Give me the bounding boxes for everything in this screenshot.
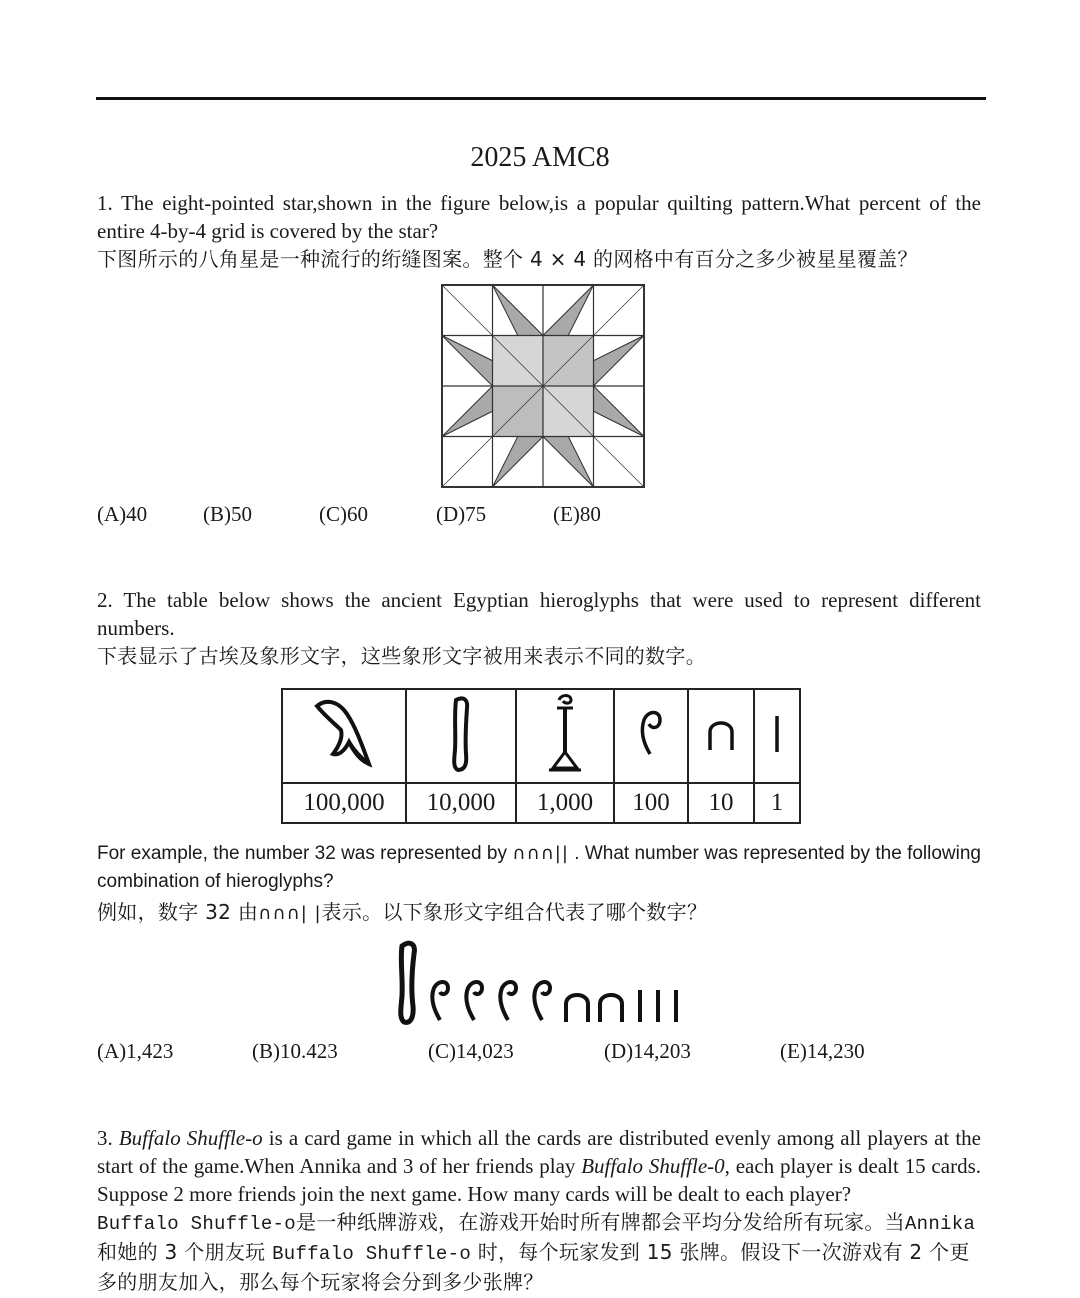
coil-glyph-cell	[614, 689, 688, 783]
finger-glyph-cell	[406, 689, 516, 783]
q3-game-name-2: Buffalo Shuffle-0	[581, 1154, 725, 1178]
heel-glyph-cell	[688, 689, 754, 783]
lotus-bird-glyph-cell	[282, 689, 406, 783]
q1-choice-a[interactable]: (A)40	[97, 502, 148, 526]
q1-choice-b[interactable]: (B)50	[203, 502, 252, 526]
stroke-icon	[772, 714, 782, 754]
q3-zh-part2: 和她的 3 个朋友玩	[97, 1240, 273, 1264]
q2-example-zh-part2: 表示。以下象形文字组合代表了哪个数字？	[321, 900, 708, 924]
q3-zh-annika: Annika	[904, 1213, 976, 1235]
value-1000: 1,000	[516, 783, 614, 823]
q1-text-zh: 下图所示的八角星是一种流行的绗缝图案。整个 4 × 4 的网格中有百分之多少被星星覆盖？	[97, 247, 918, 271]
q3-text-zh	[97, 1208, 981, 1296]
coil-rope-icon	[534, 982, 550, 1020]
q3-zh-part1: 是一种纸牌游戏，在游戏开始时所有牌都会平均分发给所有玩家。当	[295, 1210, 905, 1234]
heel-bone-icon	[600, 995, 622, 1022]
q2-choice-c[interactable]: (C)14,023	[428, 1039, 514, 1063]
hieroglyph-table	[281, 688, 801, 824]
q1-choice-e[interactable]: (E)80	[553, 502, 601, 526]
q2-choice-b[interactable]: (B)10.423	[252, 1039, 338, 1063]
q1-choice-d[interactable]: (D)75	[436, 502, 487, 526]
value-100000: 100,000	[282, 783, 406, 823]
q3-text-part1: 3.	[97, 1126, 119, 1150]
q2-choice-a[interactable]: (A)1,423	[97, 1039, 174, 1063]
tadpole-bird-icon	[309, 694, 379, 774]
q2-example-glyphs: ∩∩∩||	[512, 843, 569, 864]
coil-rope-icon	[500, 982, 516, 1020]
hieroglyph-combination	[396, 938, 688, 1026]
q2-example-en	[97, 840, 981, 896]
q2-example-zh-part1: 例如，数字 32 由	[97, 900, 259, 924]
q3-text-part3: , each player is dealt 15 cards. Suppose 2 more friends join the next game. How many cards will be dealt to each player?	[97, 1154, 981, 1206]
coil-rope-icon	[432, 982, 448, 1020]
q3-zh-game-name-1: Buffalo Shuffle-o	[97, 1213, 296, 1235]
q3-zh-part3: 时，每个玩家发到 15 张牌。假设下一次游戏有 2 个更多的朋友加入，那么每个玩家将会分到多少张牌？	[97, 1240, 970, 1294]
q2-choice-e[interactable]: (E)14,230	[780, 1039, 865, 1063]
q1-choice-c[interactable]: (C)60	[319, 502, 368, 526]
top-rule	[96, 97, 986, 100]
lotus-icon	[545, 692, 585, 776]
q2-text-en: 2. The table below shows the ancient Egyptian hieroglyphs that were used to represent different numbers.	[97, 588, 981, 640]
value-10000: 10,000	[406, 783, 516, 823]
q2-choice-d[interactable]: (D)14,203	[604, 1039, 691, 1063]
lotus-glyph-cell	[516, 689, 614, 783]
q2-example-zh-glyphs: ∩∩∩| |	[258, 903, 322, 924]
star-figure	[442, 285, 644, 487]
heel-bone-icon	[706, 714, 736, 754]
value-100: 100	[614, 783, 688, 823]
q2-example-zh	[97, 898, 981, 928]
q3-text-part2: is a card game in which all the cards are distributed evenly among all players at the start of the game.When Annika and 3 of her friends play	[97, 1126, 982, 1178]
q3-game-name-1: Buffalo Shuffle-o	[118, 1126, 263, 1150]
coil-rope-icon	[636, 704, 666, 764]
stroke-glyph-cell	[754, 689, 800, 783]
value-10: 10	[688, 783, 754, 823]
q3-text-en	[97, 1124, 981, 1208]
q2-example-en-part2: . What number was represented by the following combination of hieroglyphs?	[97, 843, 982, 892]
page-title: 2025 AMC8	[470, 142, 610, 173]
q3-zh-game-name-2: Buffalo Shuffle-o	[272, 1243, 472, 1265]
finger-icon	[401, 943, 415, 1022]
heel-bone-icon	[566, 995, 588, 1022]
value-1: 1	[754, 783, 800, 823]
coil-rope-icon	[466, 982, 482, 1020]
q2-example-en-part1: For example, the number 32 was represented by	[97, 843, 507, 864]
q1-text-en: 1. The eight-pointed star,shown in the figure below,is a popular quilting pattern.What percent of the entire 4-by-4 grid is covered by the star?	[97, 191, 981, 243]
finger-icon	[446, 694, 476, 774]
q2-text-zh: 下表显示了古埃及象形文字，这些象形文字被用来表示不同的数字。	[97, 644, 706, 668]
